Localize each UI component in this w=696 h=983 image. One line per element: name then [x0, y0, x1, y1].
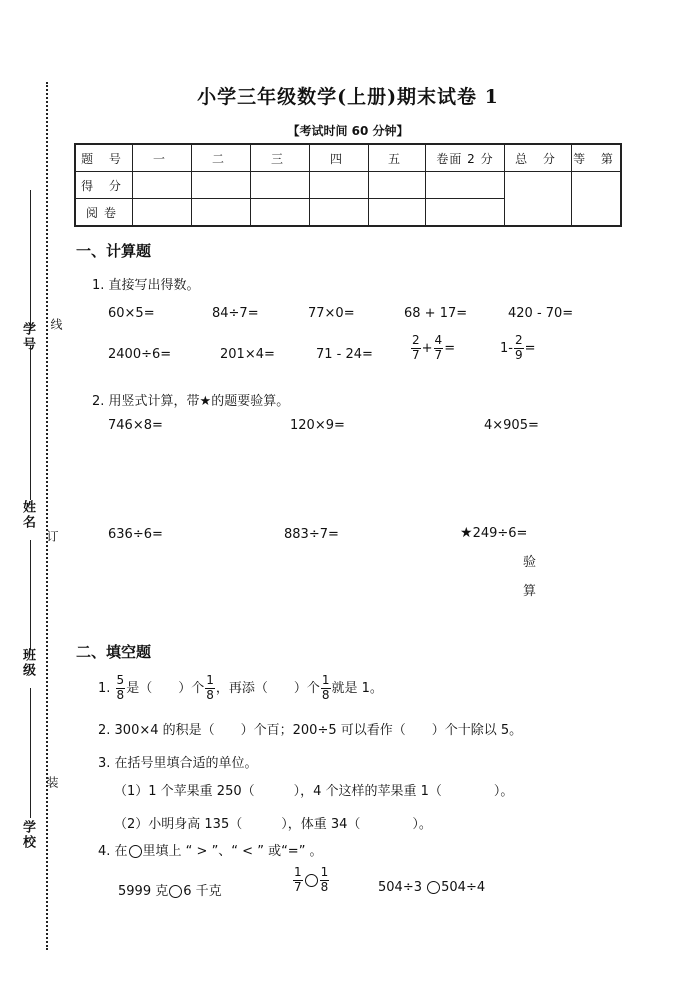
- star-icon: ★: [460, 525, 473, 541]
- score-cell[interactable]: [133, 172, 192, 199]
- question-2-3-a: （1）1 个苹果重 250（ ），4 个这样的苹果重 1（ ）。: [114, 784, 514, 799]
- fraction: $\frac{1}{8}$: [206, 673, 214, 702]
- number-blank-line: [30, 190, 31, 330]
- school-label: 学校: [20, 820, 35, 850]
- header-cell: 等 第: [572, 144, 622, 172]
- compare-circle[interactable]: [427, 881, 440, 894]
- header-cell: 总 分: [505, 144, 572, 172]
- check-label: 算: [523, 584, 537, 599]
- score-cell[interactable]: [251, 172, 310, 199]
- review-cell[interactable]: [369, 199, 426, 227]
- name-blank-line: [30, 345, 31, 500]
- vertical-calc-item: 883÷7=: [284, 527, 339, 542]
- total-score-cell[interactable]: [505, 172, 572, 227]
- circle-icon: [129, 845, 142, 858]
- bind-label: 装: [45, 776, 59, 788]
- score-row-label: 得 分: [75, 172, 133, 199]
- review-cell[interactable]: [426, 199, 505, 227]
- calc-item: 71 - 24=: [316, 347, 373, 362]
- compare-circle[interactable]: [305, 874, 318, 887]
- vertical-calc-item: 120×9=: [290, 418, 345, 433]
- header-cell: 四: [310, 144, 369, 172]
- grade-cell[interactable]: [572, 172, 622, 227]
- question-1-1-label: 1. 直接写出得数。: [92, 278, 200, 293]
- fraction-addition: $\frac{2}{7}$ + $\frac{4}{7}$ =: [412, 333, 456, 362]
- fraction: $\frac{1}{8}$: [321, 673, 330, 702]
- calc-item: 60×5=: [108, 306, 155, 321]
- student-name-label: 姓名: [20, 500, 35, 530]
- fraction: $\frac{1}{7}$: [294, 865, 302, 894]
- section2-title: 二、填空题: [76, 643, 152, 661]
- calc-item: 68 + 17=: [404, 306, 468, 321]
- calc-item: 201×4=: [220, 347, 275, 362]
- fraction: $\frac{1}{8}$: [320, 865, 329, 894]
- staple-label: 订: [45, 530, 59, 542]
- header-cell: 二: [192, 144, 251, 172]
- compare-item: [292, 866, 330, 895]
- compare-item: 5999 克 6 千克: [118, 884, 222, 899]
- compare-circle[interactable]: [169, 885, 182, 898]
- binding-dashed-line: [46, 82, 48, 950]
- vertical-calc-item: 636÷6=: [108, 527, 163, 542]
- starred-calc-item: ★249÷6=: [460, 525, 528, 541]
- compare-item: 504÷3 504÷4: [378, 880, 486, 895]
- calc-item: 77×0=: [308, 306, 355, 321]
- question-1-2-label: 2. 用竖式计算，带★的题要验算。: [92, 394, 290, 409]
- section1-title: 一、计算题: [76, 242, 152, 260]
- score-cell[interactable]: [310, 172, 369, 199]
- vertical-calc-item: 746×8=: [108, 418, 163, 433]
- vertical-calc-item: 4×905=: [484, 418, 539, 433]
- review-cell[interactable]: [133, 199, 192, 227]
- review-row-label: 阅卷: [75, 199, 133, 227]
- question-2-3-b: （2）小明身高 135（ ），体重 34（ ）。: [114, 817, 432, 832]
- score-cell[interactable]: [369, 172, 426, 199]
- page-title: 小学三年级数学(上册)期末试卷 1: [197, 86, 499, 108]
- header-cell: 卷面 2 分: [426, 144, 505, 172]
- fraction: $\frac{2}{9}$: [514, 333, 523, 362]
- fraction: $\frac{4}{7}$: [434, 333, 443, 362]
- score-table: [74, 143, 622, 227]
- score-row: [75, 172, 621, 199]
- score-cell[interactable]: [192, 172, 251, 199]
- review-cell[interactable]: [310, 199, 369, 227]
- header-cell: 三: [251, 144, 310, 172]
- school-blank-line: [30, 688, 31, 818]
- check-label: 验: [523, 555, 537, 570]
- question-2-1: 1. $\frac{5}{8}$ 是（ ）个 $\frac{1}{8}$ ，再添（ ）个 $\frac{1}{8}$ 就是 1。: [98, 673, 383, 702]
- header-cell: 一: [133, 144, 192, 172]
- review-cell[interactable]: [192, 199, 251, 227]
- calc-item: 2400÷6=: [108, 347, 172, 362]
- fraction: $\frac{5}{8}$: [116, 673, 125, 702]
- question-2-3-label: 3. 在括号里填合适的单位。: [98, 756, 258, 771]
- calc-item: 84÷7=: [212, 306, 259, 321]
- calc-item: 420 - 70=: [508, 306, 574, 321]
- header-cell: 题 号: [75, 144, 133, 172]
- class-blank-line: [30, 540, 31, 650]
- class-label: 班级: [20, 648, 35, 678]
- exam-time: 【考试时间 60 分钟】: [287, 124, 409, 138]
- cut-line-label: 线: [49, 318, 63, 330]
- fraction-subtraction: 1- $\frac{2}{9}$ =: [500, 333, 536, 362]
- header-cell: 五: [369, 144, 426, 172]
- score-cell[interactable]: [426, 172, 505, 199]
- fraction: $\frac{2}{7}$: [412, 333, 420, 362]
- score-table-header: [75, 144, 621, 172]
- question-2-4-label: 4. 在 里填上 “ > ”、“ < ” 或“=” 。: [98, 844, 323, 859]
- review-cell[interactable]: [251, 199, 310, 227]
- question-2-2: 2. 300×4 的积是（ ）个百；200÷5 可以看作（ ）个十除以 5。: [98, 723, 523, 738]
- student-number-label: 学号: [20, 322, 35, 352]
